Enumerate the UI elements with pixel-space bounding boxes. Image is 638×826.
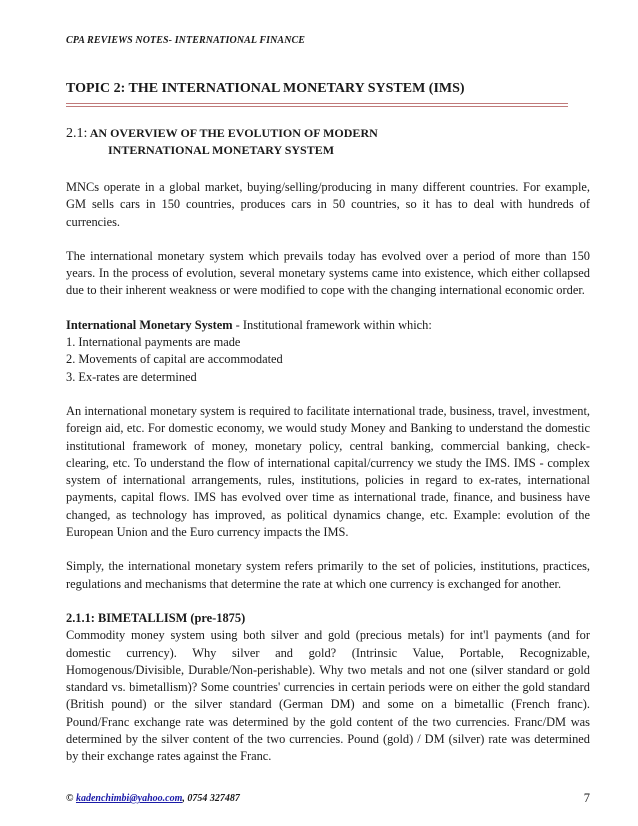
paragraph-mncs: MNCs operate in a global market, buying/selling/producing in many different countries. For example, GM sells cars in 150 countries, produces cars in 50 countries, so it has to deal with hundreds of currencies.	[66, 180, 590, 229]
section-title-line1: AN OVERVIEW OF THE EVOLUTION OF MODERN	[89, 126, 378, 140]
body-text	[66, 179, 590, 766]
title-rule-top	[66, 103, 568, 104]
ims-function-list	[66, 334, 590, 386]
ims-definition-text: - Institutional framework within which:	[232, 317, 432, 332]
list-item: 2. Movements of capital are accommodated	[66, 352, 283, 367]
ims-definition	[66, 317, 590, 334]
paragraph-ims-summary: Simply, the international monetary system refers primarily to the set of policies, institutions, practices, regulations and mechanisms that determine the rate at which one currency is exchanged for another.	[66, 559, 590, 591]
paragraph-bimetallism: Commodity money system using both silver and gold (precious metals) for int'l payments (and for domestic currency). Why silver and gold? (Intrinsic Value, Portable, Recognizable, Homogenous/Divisible, Durable/Non-perishable). Why two metals and not one (silver standard or gold standard vs. bimetallism)? Some countries' currencies in certain periods were on either the gold standard (British pound) or the silver standard (German DM) and some on a bimetallic (French franc). Pound/Franc exchange rate was determined by the gold content of the two currencies. Franc/DM was determined by the silver content of the two currencies. Pound (gold) / DM (silver) rate was determined by their exchange rates against the Franc.	[66, 628, 590, 764]
topic-title: TOPIC 2: THE INTERNATIONAL MONETARY SYSTEM (IMS)	[66, 81, 465, 96]
list-item: 3. Ex-rates are determined	[66, 369, 197, 384]
email-link[interactable]: kadenchimbi@yahoo.com	[75, 793, 183, 804]
page-footer	[66, 793, 590, 804]
list-item: 1. International payments are made	[66, 335, 241, 350]
copyright-symbol: ©	[66, 793, 74, 804]
paragraph-ims-purpose: An international monetary system is required to facilitate international trade, business, travel, investment, foreign aid, etc. For domestic economy, we would study Money and Banking to understand the domestic institutional framework of money, monetary policy, central banking, commercial banking, check-clearing, etc. To understand the flow of international capital/currency we study the IMS. IMS - complex system of international arrangements, rules, institutions, policies in regard to ex-rates, international payments, capital flows. IMS has evolved over time as international trade, finance, and business have changed, as technology has improved, as political dynamics change, etc. Example: evolution of the European Union and the Euro currency impacts the IMS.	[66, 403, 590, 540]
page-number: 7	[583, 791, 590, 805]
title-rule-bottom	[66, 106, 568, 107]
section-title-line2: INTERNATIONAL MONETARY SYSTEM	[108, 143, 335, 157]
subsection-heading: 2.1.1: BIMETALLISM (pre-1875)	[66, 610, 246, 625]
phone-number: , 0754 327487	[182, 793, 240, 804]
ims-term: International Monetary System	[66, 317, 233, 332]
paragraph-evolution: The international monetary system which prevails today has evolved over a period of more than 150 years. In the process of evolution, several monetary systems came into existence, which either collapsed due to their inherent weakness or were modified to cope with the changing international economic order.	[66, 248, 590, 298]
section-heading	[66, 125, 571, 159]
running-header: CPA REVIEWS NOTES- INTERNATIONAL FINANCE	[66, 35, 306, 46]
section-number: 2.1:	[66, 126, 88, 141]
